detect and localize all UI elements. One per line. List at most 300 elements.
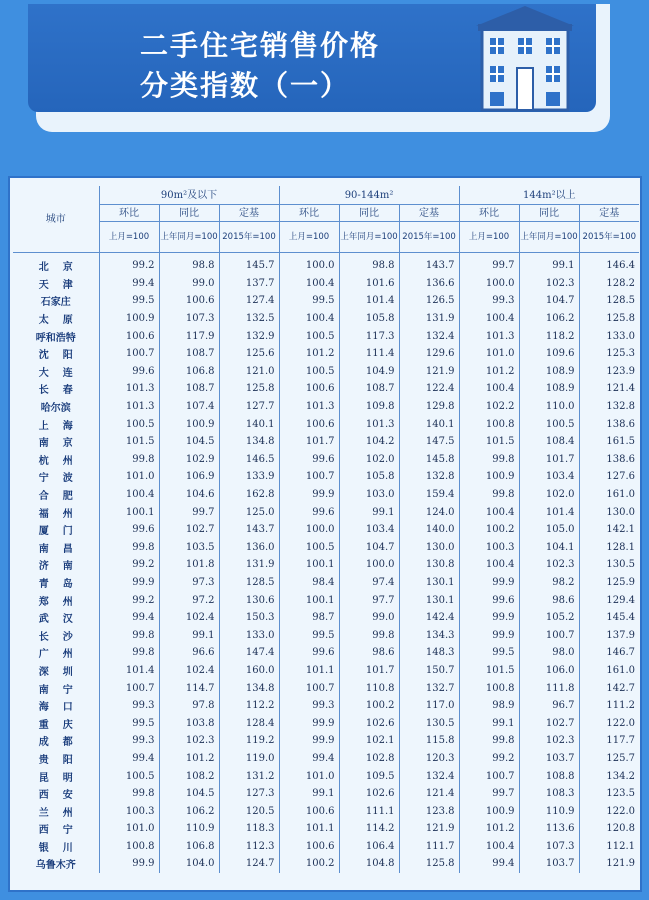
index-value-cell: 123.8	[399, 802, 459, 820]
index-value-cell: 99.8	[339, 626, 399, 644]
city-name: 成 都	[38, 737, 73, 749]
index-value-cell: 117.0	[399, 697, 459, 715]
city-cell	[13, 732, 99, 750]
index-value-cell: 101.3	[459, 327, 519, 345]
city-name: 长 沙	[38, 631, 73, 643]
index-value-cell: 122.4	[399, 380, 459, 398]
title-banner	[8, 4, 620, 124]
index-value-cell: 99.8	[459, 451, 519, 469]
index-value-cell: 102.7	[519, 714, 579, 732]
index-value-cell: 102.6	[339, 785, 399, 803]
index-value-cell: 100.1	[99, 503, 159, 521]
city-name: 厦 门	[38, 526, 73, 538]
index-value-cell: 111.8	[519, 679, 579, 697]
index-value-cell: 100.6	[279, 380, 339, 398]
index-value-cell: 101.2	[159, 750, 219, 768]
index-value-cell: 109.6	[519, 345, 579, 363]
city-cell	[13, 398, 99, 416]
index-value-cell: 99.9	[99, 574, 159, 592]
index-value-cell: 108.7	[339, 380, 399, 398]
index-value-cell: 100.5	[279, 539, 339, 557]
base-header-mom: 上月=100	[459, 222, 519, 253]
index-value-cell: 147.4	[219, 644, 279, 662]
index-value-cell: 111.7	[399, 838, 459, 856]
index-value-cell: 129.8	[399, 398, 459, 416]
city-name: 呼和浩特	[35, 332, 76, 344]
index-value-cell: 102.3	[519, 275, 579, 293]
index-value-cell: 99.8	[459, 486, 519, 504]
index-value-cell: 99.3	[99, 697, 159, 715]
table-row	[13, 292, 639, 310]
index-value-cell: 119.2	[219, 732, 279, 750]
city-name: 兰 州	[38, 807, 73, 819]
index-value-cell: 99.3	[459, 292, 519, 310]
index-value-cell: 102.4	[159, 609, 219, 627]
index-value-cell: 132.9	[219, 327, 279, 345]
index-value-cell: 103.4	[339, 521, 399, 539]
index-value-cell: 104.1	[519, 539, 579, 557]
index-value-cell: 138.6	[606, 418, 636, 430]
city-cell	[13, 451, 99, 469]
index-value-cell: 119.0	[219, 750, 279, 768]
index-value-cell: 126.5	[399, 292, 459, 310]
index-value-cell: 110.0	[519, 398, 579, 416]
index-value-cell: 98.8	[159, 253, 219, 275]
sub-header-fixed: 定基	[219, 205, 279, 222]
city-cell	[13, 415, 99, 433]
city-name: 青 岛	[38, 578, 73, 590]
price-index-table-card	[8, 176, 642, 892]
table-row	[13, 468, 639, 486]
index-value-cell: 101.0	[279, 767, 339, 785]
index-value-cell: 100.0	[279, 521, 339, 539]
index-value-cell: 99.4	[99, 750, 159, 768]
index-value-cell: 101.5	[99, 433, 159, 451]
index-value-cell: 100.5	[279, 327, 339, 345]
index-value-cell: 107.3	[519, 838, 579, 856]
index-value-cell: 99.8	[99, 626, 159, 644]
index-value-cell: 122.0	[606, 805, 636, 817]
index-value-cell: 110.9	[159, 820, 219, 838]
index-value-cell: 132.7	[399, 679, 459, 697]
index-value-cell: 100.6	[279, 802, 339, 820]
table-row	[13, 820, 639, 838]
index-value-cell: 106.0	[519, 662, 579, 680]
index-value-cell: 127.6	[606, 471, 636, 483]
index-value-cell: 136.0	[219, 539, 279, 557]
index-value-cell: 109.5	[339, 767, 399, 785]
index-value-cell: 121.9	[399, 363, 459, 381]
index-value-cell: 104.7	[339, 539, 399, 557]
index-value-cell: 117.3	[339, 327, 399, 345]
index-value-cell: 100.6	[159, 292, 219, 310]
index-value-cell: 100.5	[99, 767, 159, 785]
title-line-2: 分类指数（一）	[140, 69, 351, 102]
index-value-cell: 101.6	[339, 275, 399, 293]
index-value-cell: 112.1	[606, 840, 636, 852]
price-index-table	[13, 186, 639, 873]
city-name: 南 宁	[38, 684, 73, 696]
index-value-cell: 106.8	[159, 838, 219, 856]
index-value-cell: 117.9	[159, 327, 219, 345]
index-value-cell: 96.6	[159, 644, 219, 662]
city-name: 海 口	[38, 702, 73, 714]
index-value-cell: 125.7	[606, 752, 636, 764]
city-cell	[13, 591, 99, 609]
index-value-cell: 105.8	[339, 468, 399, 486]
index-value-cell: 112.3	[219, 838, 279, 856]
index-value-cell: 101.4	[519, 503, 579, 521]
index-value-cell: 103.4	[519, 468, 579, 486]
city-name: 上 海	[38, 420, 73, 432]
index-value-cell: 162.8	[219, 486, 279, 504]
table-row	[13, 363, 639, 381]
index-value-cell: 104.2	[339, 433, 399, 451]
city-cell	[13, 838, 99, 856]
index-value-cell: 161.0	[606, 664, 636, 676]
index-value-cell: 108.2	[159, 767, 219, 785]
index-value-cell: 102.7	[159, 521, 219, 539]
index-value-cell: 102.2	[459, 398, 519, 416]
index-value-cell: 134.3	[399, 626, 459, 644]
city-cell	[13, 574, 99, 592]
city-name: 天 津	[38, 279, 73, 291]
index-value-cell: 97.7	[339, 591, 399, 609]
index-value-cell: 107.3	[159, 310, 219, 328]
index-value-cell: 103.5	[159, 539, 219, 557]
city-cell	[13, 714, 99, 732]
table-row	[13, 539, 639, 557]
table-row	[13, 626, 639, 644]
index-value-cell: 132.8	[399, 468, 459, 486]
table-row	[13, 750, 639, 768]
index-value-cell: 100.4	[459, 838, 519, 856]
index-value-cell: 104.7	[519, 292, 579, 310]
index-value-cell: 101.2	[459, 363, 519, 381]
index-value-cell: 159.4	[399, 486, 459, 504]
index-value-cell: 161.5	[606, 436, 636, 448]
index-value-cell: 146.5	[219, 451, 279, 469]
index-value-cell: 99.4	[279, 750, 339, 768]
index-value-cell: 100.4	[459, 380, 519, 398]
index-value-cell: 101.7	[279, 433, 339, 451]
index-value-cell: 98.2	[519, 574, 579, 592]
index-value-cell: 134.2	[606, 770, 636, 782]
index-value-cell: 99.2	[459, 750, 519, 768]
index-value-cell: 100.8	[459, 415, 519, 433]
city-name: 北 京	[38, 262, 73, 274]
index-value-cell: 99.3	[99, 732, 159, 750]
index-value-cell: 105.8	[339, 310, 399, 328]
index-value-cell: 121.9	[606, 858, 636, 870]
index-value-cell: 134.8	[219, 679, 279, 697]
city-name: 哈尔滨	[40, 403, 71, 415]
index-value-cell: 101.3	[99, 380, 159, 398]
city-name: 沈 阳	[38, 350, 73, 362]
index-value-cell: 108.7	[159, 380, 219, 398]
index-value-cell: 102.3	[519, 732, 579, 750]
index-value-cell: 130.5	[606, 559, 636, 571]
city-cell	[13, 626, 99, 644]
index-value-cell: 100.6	[99, 327, 159, 345]
title-line-1: 二手住宅销售价格	[140, 29, 381, 62]
index-value-cell: 142.7	[606, 682, 636, 694]
index-value-cell: 130.0	[606, 506, 636, 518]
index-value-cell: 100.9	[459, 468, 519, 486]
index-value-cell: 101.4	[339, 292, 399, 310]
index-value-cell: 121.9	[399, 820, 459, 838]
city-cell	[13, 820, 99, 838]
index-value-cell: 105.0	[519, 521, 579, 539]
index-value-cell: 101.2	[279, 345, 339, 363]
index-value-cell: 99.2	[99, 556, 159, 574]
index-value-cell: 101.0	[459, 345, 519, 363]
index-value-cell: 108.7	[159, 345, 219, 363]
index-value-cell: 99.4	[99, 275, 159, 293]
index-value-cell: 137.9	[606, 629, 636, 641]
index-value-cell: 105.2	[519, 609, 579, 627]
index-value-cell: 110.9	[519, 802, 579, 820]
index-value-cell: 132.4	[399, 327, 459, 345]
index-value-cell: 123.5	[606, 788, 636, 800]
table-row	[13, 662, 639, 680]
index-value-cell: 120.5	[219, 802, 279, 820]
index-value-cell: 98.0	[519, 644, 579, 662]
index-value-cell: 100.7	[459, 767, 519, 785]
index-value-cell: 100.2	[339, 697, 399, 715]
index-value-cell: 114.2	[339, 820, 399, 838]
index-value-cell: 125.8	[606, 313, 636, 325]
table-row	[13, 327, 639, 345]
index-value-cell: 118.3	[219, 820, 279, 838]
city-cell	[13, 310, 99, 328]
city-cell	[13, 679, 99, 697]
index-value-cell: 161.0	[606, 489, 636, 501]
city-cell	[13, 802, 99, 820]
table-row	[13, 838, 639, 856]
base-header-yoy: 上年同月=100	[159, 222, 219, 253]
city-cell	[13, 750, 99, 768]
table-row	[13, 253, 639, 275]
index-value-cell: 110.8	[339, 679, 399, 697]
index-value-cell: 101.0	[99, 820, 159, 838]
index-value-cell: 108.9	[519, 363, 579, 381]
index-value-cell: 102.4	[159, 662, 219, 680]
index-value-cell: 100.4	[459, 310, 519, 328]
table-row	[13, 503, 639, 521]
base-header-fixed: 2015年=100	[399, 222, 459, 253]
index-value-cell: 104.6	[159, 486, 219, 504]
base-header-mom: 上月=100	[279, 222, 339, 253]
index-value-cell: 125.3	[606, 348, 636, 360]
index-value-cell: 99.9	[459, 609, 519, 627]
city-name: 太 原	[38, 315, 73, 327]
index-value-cell: 100.4	[279, 275, 339, 293]
index-value-cell: 100.9	[159, 415, 219, 433]
index-value-cell: 132.4	[399, 767, 459, 785]
index-value-cell: 106.4	[339, 838, 399, 856]
index-value-cell: 133.0	[606, 330, 636, 342]
index-value-cell: 99.5	[99, 292, 159, 310]
index-value-cell: 100.6	[279, 415, 339, 433]
index-value-cell: 99.1	[459, 714, 519, 732]
index-value-cell: 131.9	[219, 556, 279, 574]
index-value-cell: 99.9	[279, 732, 339, 750]
index-value-cell: 128.1	[606, 541, 636, 553]
city-name: 郑 州	[38, 596, 73, 608]
city-name: 武 汉	[38, 614, 73, 626]
index-value-cell: 106.9	[159, 468, 219, 486]
index-value-cell: 99.8	[99, 644, 159, 662]
index-value-cell: 128.5	[606, 295, 636, 307]
city-name: 合 肥	[38, 491, 73, 503]
index-value-cell: 128.5	[219, 574, 279, 592]
index-value-cell: 114.7	[159, 679, 219, 697]
building-icon	[470, 4, 580, 116]
index-value-cell: 100.6	[279, 838, 339, 856]
index-value-cell: 98.4	[279, 574, 339, 592]
index-value-cell: 132.5	[219, 310, 279, 328]
index-value-cell: 99.9	[459, 626, 519, 644]
index-value-cell: 129.4	[606, 594, 636, 606]
table-row	[13, 398, 639, 416]
index-value-cell: 99.8	[99, 451, 159, 469]
index-value-cell: 136.6	[399, 275, 459, 293]
index-value-cell: 99.0	[339, 609, 399, 627]
sub-header-yoy: 同比	[159, 205, 219, 222]
city-name: 南 京	[38, 438, 73, 450]
index-value-cell: 147.5	[399, 433, 459, 451]
sub-header-yoy: 同比	[519, 205, 579, 222]
city-column-header: 城市	[13, 186, 99, 253]
index-value-cell: 100.7	[279, 468, 339, 486]
index-value-cell: 99.1	[159, 626, 219, 644]
index-value-cell: 101.7	[339, 662, 399, 680]
index-value-cell: 101.1	[279, 662, 339, 680]
index-value-cell: 100.2	[459, 521, 519, 539]
table-row	[13, 380, 639, 398]
index-value-cell: 100.7	[99, 679, 159, 697]
city-cell	[13, 468, 99, 486]
index-value-cell: 101.3	[279, 398, 339, 416]
index-value-cell: 111.2	[606, 700, 636, 712]
table-row	[13, 451, 639, 469]
sub-header-mom: 环比	[279, 205, 339, 222]
index-value-cell: 99.6	[279, 644, 339, 662]
group-header-large: 144m²以上	[459, 186, 639, 205]
city-name: 贵 阳	[38, 754, 73, 766]
group-header-medium: 90-144m²	[279, 186, 459, 205]
index-value-cell: 101.5	[459, 662, 519, 680]
index-value-cell: 100.4	[99, 486, 159, 504]
index-value-cell: 133.0	[219, 626, 279, 644]
index-value-cell: 97.3	[159, 574, 219, 592]
table-row	[13, 275, 639, 293]
base-header-yoy: 上年同月=100	[519, 222, 579, 253]
table-row	[13, 714, 639, 732]
index-value-cell: 125.0	[219, 503, 279, 521]
index-value-cell: 100.7	[99, 345, 159, 363]
table-body	[13, 253, 639, 873]
table-row	[13, 855, 639, 873]
index-value-cell: 97.2	[159, 591, 219, 609]
index-value-cell: 133.9	[219, 468, 279, 486]
base-header-yoy: 上年同月=100	[339, 222, 399, 253]
index-value-cell: 142.1	[606, 524, 636, 536]
index-value-cell: 101.3	[339, 415, 399, 433]
city-name: 长 春	[38, 385, 73, 397]
table-row	[13, 486, 639, 504]
table-row	[13, 802, 639, 820]
index-value-cell: 100.0	[339, 556, 399, 574]
table-row	[13, 310, 639, 328]
index-value-cell: 150.3	[219, 609, 279, 627]
city-cell	[13, 275, 99, 293]
index-value-cell: 121.4	[606, 383, 636, 395]
index-value-cell: 97.8	[159, 697, 219, 715]
city-cell	[13, 697, 99, 715]
index-value-cell: 124.0	[399, 503, 459, 521]
index-value-cell: 132.8	[606, 401, 636, 413]
index-value-cell: 123.9	[606, 365, 636, 377]
index-value-cell: 100.3	[459, 539, 519, 557]
index-value-cell: 128.4	[219, 714, 279, 732]
index-value-cell: 99.4	[459, 855, 519, 873]
index-value-cell: 100.2	[279, 855, 339, 873]
index-value-cell: 99.5	[279, 292, 339, 310]
index-value-cell: 100.0	[279, 253, 339, 275]
index-value-cell: 102.3	[519, 556, 579, 574]
city-cell	[13, 521, 99, 539]
sub-header-mom: 环比	[459, 205, 519, 222]
index-value-cell: 102.9	[159, 451, 219, 469]
index-value-cell: 98.7	[279, 609, 339, 627]
index-value-cell: 160.0	[219, 662, 279, 680]
index-value-cell: 103.7	[519, 750, 579, 768]
index-value-cell: 101.8	[159, 556, 219, 574]
sub-header-fixed: 定基	[579, 205, 639, 222]
base-header-mom: 上月=100	[99, 222, 159, 253]
index-value-cell: 104.0	[159, 855, 219, 873]
index-value-cell: 99.9	[279, 714, 339, 732]
city-name: 重 庆	[38, 719, 73, 731]
index-value-cell: 121.4	[399, 785, 459, 803]
index-value-cell: 109.8	[339, 398, 399, 416]
index-value-cell: 99.5	[459, 644, 519, 662]
city-cell	[13, 767, 99, 785]
city-cell	[13, 433, 99, 451]
city-name: 济 南	[38, 561, 73, 573]
index-value-cell: 106.2	[519, 310, 579, 328]
city-cell	[13, 363, 99, 381]
table-row	[13, 433, 639, 451]
table-row	[13, 574, 639, 592]
index-value-cell: 99.6	[99, 521, 159, 539]
city-name: 西 宁	[38, 825, 73, 837]
index-value-cell: 101.1	[279, 820, 339, 838]
index-value-cell: 130.1	[399, 574, 459, 592]
index-value-cell: 96.7	[519, 697, 579, 715]
city-name: 深 圳	[38, 666, 73, 678]
index-value-cell: 103.7	[519, 855, 579, 873]
sub-header-fixed: 定基	[399, 205, 459, 222]
city-cell	[13, 503, 99, 521]
index-value-cell: 143.7	[399, 253, 459, 275]
city-name: 南 昌	[38, 543, 73, 555]
index-value-cell: 102.0	[519, 486, 579, 504]
index-value-cell: 104.8	[339, 855, 399, 873]
index-value-cell: 101.2	[459, 820, 519, 838]
